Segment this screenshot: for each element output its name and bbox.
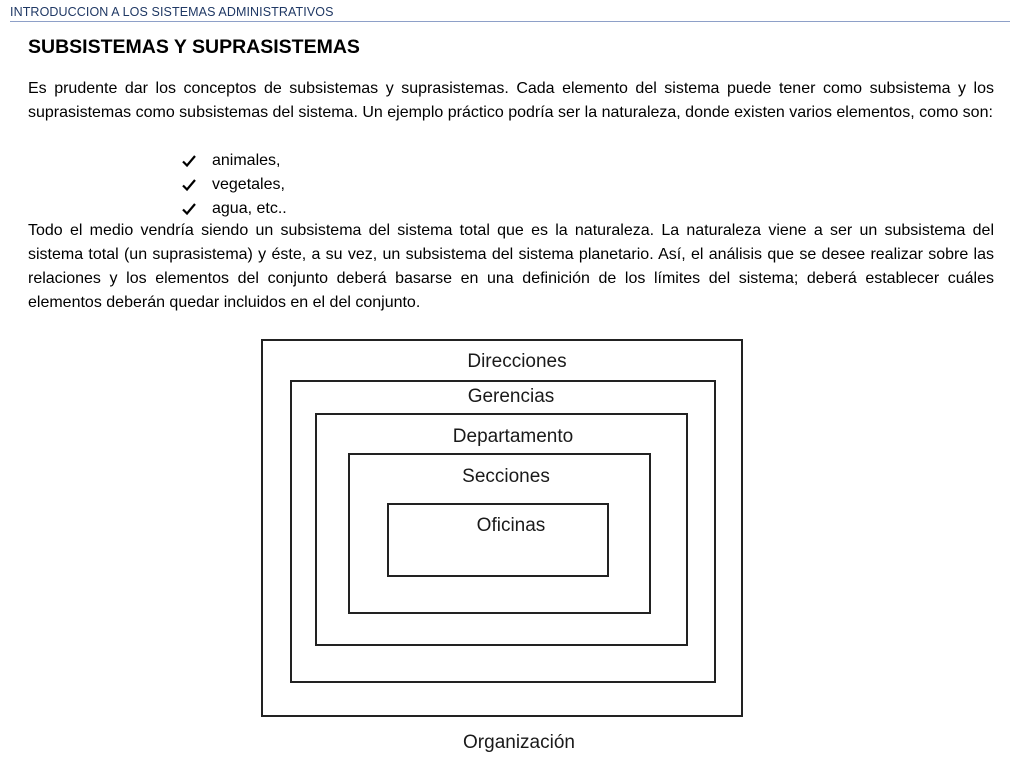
label-direcciones: Direcciones [467,351,567,372]
checkmark-icon [182,202,196,216]
header-title: INTRODUCCION A LOS SISTEMAS ADMINISTRATIVOS [10,5,334,19]
box-gerencias [291,381,715,682]
checkmark-icon [182,178,196,192]
body-paragraph: Todo el medio vendría siendo un subsistema del sistema total que es la naturaleza. La naturaleza viene a ser un subsistema del sistema total (un suprasistema) y éste, a su vez, un subsistema del sistema planetario. Así, el análisis que se desee realizar sobre las relaciones y los elementos del conjunto deberá basarse en una definición de los límites del sistema; deberá establecer cuáles elementos deberán quedar incluidos en el del conjunto. [28,222,994,311]
box-oficinas [388,504,608,576]
bullet-text: vegetales, [212,176,285,193]
list-item [182,173,287,197]
label-oficinas: Oficinas [476,515,546,536]
page-title: SUBSISTEMAS Y SUPRASISTEMAS [28,36,360,58]
box-departamento [316,414,687,645]
label-departamento: Departamento [452,426,574,447]
diagram-caption: Organización [463,732,575,753]
bullet-text: agua, etc.. [212,200,287,217]
header-bar [10,5,1010,22]
box-direcciones [262,340,742,716]
list-item [182,149,287,173]
bullet-list [182,149,287,221]
label-gerencias: Gerencias [467,386,555,407]
bullet-text: animales, [212,152,281,169]
label-secciones: Secciones [462,466,550,487]
checkmark-icon [182,154,196,168]
list-item [182,197,287,221]
intro-paragraph: Es prudente dar los conceptos de subsistemas y suprasistemas. Cada elemento del sistema puede tener como subsistema y los suprasistemas como subsistemas del sistema. Un ejemplo práctico podría ser la naturaleza, donde existen varios elementos, como son: [28,80,994,121]
box-secciones [349,454,650,613]
header-divider [10,21,1010,22]
